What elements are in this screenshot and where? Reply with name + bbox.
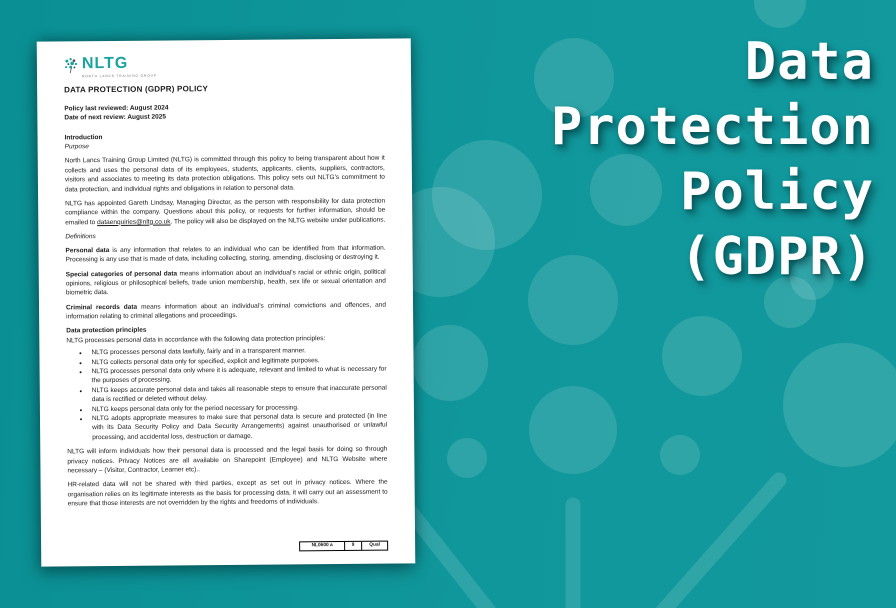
paragraph-special-categories: Special categories of personal data means information about an individual’s racial or ethnic origin, political opinions, religious or philosophical beliefs, trade union membership, health, sex life or sexual orientation and biometric data.: [65, 268, 386, 297]
nltg-logo: [64, 54, 384, 79]
bullet-item: • NLTG keeps personal data only for the period necessary for processing.: [90, 402, 387, 414]
hero-title-line-1: Data: [744, 32, 874, 92]
bullet-item: • NLTG processes personal data only where it is adequate, relevant and limited to what is necessary for the purposes of processing.: [90, 365, 387, 386]
document-code-table: [299, 541, 388, 552]
section-heading-introduction: Introduction: [64, 133, 103, 142]
section-subheading-purpose: Purpose: [64, 143, 89, 151]
paragraph-criminal-records: Criminal records data means information about an individual’s criminal convictions and offences, and information relating to criminal allegations and proceedings.: [66, 301, 387, 321]
paragraph-personal-data: Personal data is any information that relates to an individual who can be identified from that information. Processing is any use that is made of data, including collecting, storing, amending, disclosing or destroying it.: [65, 244, 386, 264]
bullet-item: • NLTG collects personal data only for specified, explicit and legitimate purposes.: [89, 355, 386, 367]
paragraph-principles-lead: NLTG processes personal data in accordance with the following data protection principles:: [66, 334, 326, 345]
principles-bullet-list: [66, 346, 387, 443]
nltg-tagline: NORTH LANCS TRAINING GROUP: [82, 73, 157, 79]
document-code-version: 9: [344, 542, 361, 550]
hero-title-line-4: (GDPR): [680, 227, 874, 287]
document-body: [65, 130, 388, 508]
section-subheading-definitions: Definitions: [65, 232, 96, 241]
nltg-wordmark: NLTG: [81, 54, 129, 73]
bullet-item: • NLTG processes personal data lawfully, fairly and in a transparent manner.: [89, 346, 386, 358]
document-code-ref: NL0600 a: [311, 543, 333, 549]
email-link: dataenquiries@nltg.co.uk: [97, 218, 171, 226]
document-code-dept: Qual: [361, 542, 387, 550]
hero-title-line-3: Policy: [680, 162, 874, 222]
paragraph-hr-data: HR-related data will not be shared with third parties, except as set out in privacy notices. Where the organisation relies on its legitimate interests as the basis for processing data, it will carry out an assessment to ensure that those interests are not overridden by the rights and freedoms of individuals.: [67, 478, 388, 508]
document-title: DATA PROTECTION (GDPR) POLICY: [64, 84, 209, 95]
nltg-logo-tree-icon: [64, 57, 79, 75]
policy-last-reviewed: Policy last reviewed: August 2024: [64, 104, 169, 113]
paragraph-appointment: NLTG has appointed Gareth Lindsay, Managing Director, as the person with responsibility for data protection compliance within the company. Questions about this policy, or requests for further information, should be emailed to dataenquiries@nltg.co.uk. The policy will also be displayed on the NLTG website under publications.: [65, 197, 386, 227]
section-heading-principles: Data protection principles: [66, 326, 147, 335]
paragraph-purpose: North Lancs Training Group Limited (NLTG) is committed through this policy to being transparent about how it collects and uses the personal data of its employees, students, applicants, clients, suppliers, contractors, visitors and associates to meeting its data protection obligations. This policy sets out NLTG’s commitment to data protection, and individual rights and obligations in relation to personal data.: [64, 155, 385, 194]
review-dates: [64, 102, 384, 124]
date-of-next-review: Date of next review: August 2025: [64, 113, 167, 122]
bullet-item: • NLTG keeps accurate personal data and takes all reasonable steps to ensure that inaccurate personal data is rectified or deleted without delay.: [90, 383, 387, 404]
hero-title-line-2: Protection: [550, 97, 874, 157]
document-page: [37, 38, 416, 566]
bullet-item: • NLTG adopts appropriate measures to make sure that personal data is secure and protected (in line with its Data Security Policy and Data Security Arrangements) against unauthorised or unlawful processing, and accidental loss, destruction or damage.: [90, 412, 387, 443]
paragraph-privacy-notices: NLTG will inform individuals how their personal data is processed and the legal basis for doing so through privacy notices. Privacy Notices are all available on Sharepoint (Employee) and NLTG Website where necessary – (Visitor, Contractor, Learner etc)..: [67, 445, 388, 475]
